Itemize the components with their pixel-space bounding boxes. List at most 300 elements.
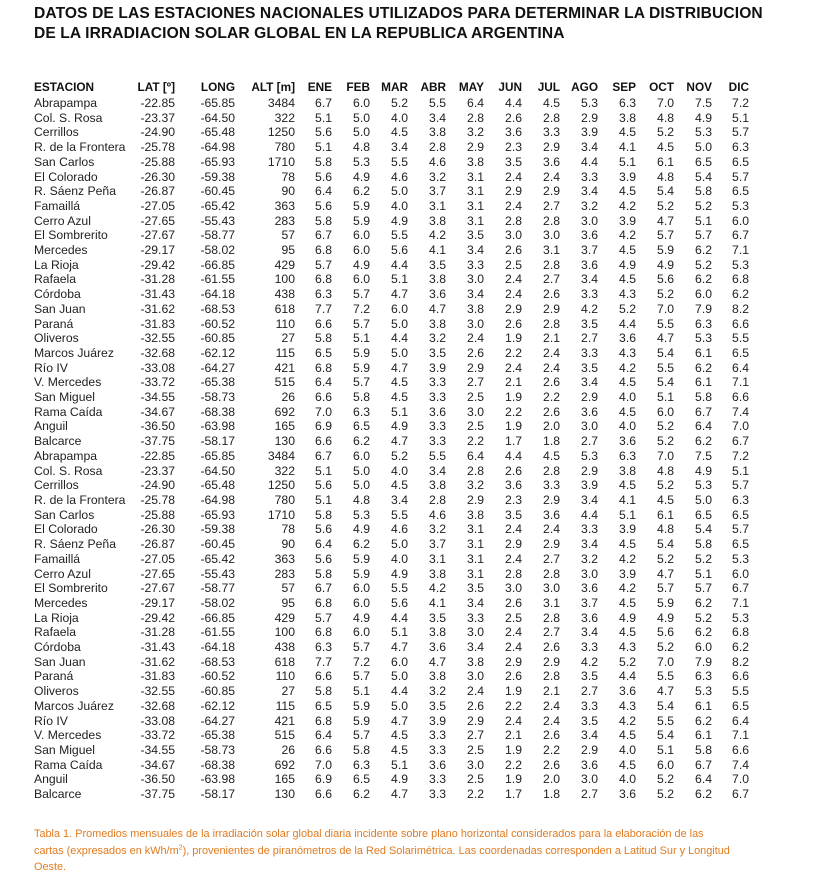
value-cell: 4.4 bbox=[505, 448, 522, 463]
value-cell: 6.4 bbox=[695, 772, 712, 787]
value-cell: 5.1 bbox=[391, 404, 408, 419]
value-cell: 3.3 bbox=[467, 257, 484, 272]
table-row bbox=[31, 537, 749, 552]
station-name-cell: San Carlos bbox=[34, 507, 95, 522]
value-cell: 3.5 bbox=[581, 713, 598, 728]
table-row bbox=[31, 434, 749, 449]
value-cell: 3.6 bbox=[581, 257, 598, 272]
value-cell: 3.4 bbox=[391, 140, 408, 155]
value-cell: 6.4 bbox=[467, 448, 484, 463]
value-cell: 6.8 bbox=[315, 625, 332, 640]
value-cell: -33.08 bbox=[140, 360, 175, 375]
value-cell: 4.2 bbox=[429, 228, 446, 243]
value-cell: 3.0 bbox=[543, 581, 560, 596]
value-cell: 3.0 bbox=[505, 228, 522, 243]
value-cell: -68.38 bbox=[200, 404, 235, 419]
value-cell: 3.2 bbox=[429, 331, 446, 346]
table-row bbox=[31, 508, 749, 523]
value-cell: 3.1 bbox=[467, 213, 484, 228]
value-cell: 5.2 bbox=[695, 551, 712, 566]
value-cell: 618 bbox=[274, 301, 295, 316]
value-cell: 5.9 bbox=[353, 198, 370, 213]
value-cell: 5.2 bbox=[695, 257, 712, 272]
value-cell: 2.9 bbox=[543, 301, 560, 316]
value-cell: 5.7 bbox=[353, 287, 370, 302]
value-cell: -33.72 bbox=[140, 728, 175, 743]
station-name-cell: R. de la Frontera bbox=[34, 140, 126, 155]
value-cell: 7.0 bbox=[315, 404, 332, 419]
value-cell: 3.3 bbox=[543, 478, 560, 493]
value-cell: -25.88 bbox=[140, 507, 175, 522]
value-cell: 7.7 bbox=[315, 654, 332, 669]
value-cell: 3.8 bbox=[467, 154, 484, 169]
value-cell: 5.7 bbox=[732, 522, 749, 537]
value-cell: 2.9 bbox=[467, 492, 484, 507]
value-cell: 5.4 bbox=[657, 184, 674, 199]
table-row bbox=[31, 214, 749, 229]
value-cell: 3.6 bbox=[581, 404, 598, 419]
value-cell: -65.42 bbox=[200, 551, 235, 566]
value-cell: 5.7 bbox=[695, 228, 712, 243]
value-cell: 4.8 bbox=[657, 522, 674, 537]
station-name-cell: V. Mercedes bbox=[34, 375, 102, 390]
value-cell: -60.85 bbox=[200, 684, 235, 699]
table-row bbox=[31, 581, 749, 596]
value-cell: 6.2 bbox=[695, 787, 712, 802]
value-cell: 2.2 bbox=[505, 345, 522, 360]
value-cell: 3.6 bbox=[505, 478, 522, 493]
value-cell: 3.8 bbox=[429, 213, 446, 228]
value-cell: 2.4 bbox=[505, 198, 522, 213]
value-cell: 165 bbox=[274, 419, 295, 434]
value-cell: 4.9 bbox=[657, 257, 674, 272]
value-cell: 4.3 bbox=[619, 640, 636, 655]
value-cell: 3.0 bbox=[467, 404, 484, 419]
value-cell: 618 bbox=[274, 654, 295, 669]
value-cell: 5.2 bbox=[619, 301, 636, 316]
value-cell: -31.28 bbox=[140, 625, 175, 640]
value-cell: 7.9 bbox=[695, 654, 712, 669]
station-name-cell: V. Mercedes bbox=[34, 728, 102, 743]
value-cell: 3.4 bbox=[581, 140, 598, 155]
value-cell: 6.2 bbox=[695, 713, 712, 728]
value-cell: 5.5 bbox=[391, 581, 408, 596]
value-cell: -58.77 bbox=[200, 581, 235, 596]
value-cell: 5.0 bbox=[391, 669, 408, 684]
value-cell: 3.4 bbox=[581, 728, 598, 743]
value-cell: 283 bbox=[274, 213, 295, 228]
value-cell: 5.6 bbox=[315, 551, 332, 566]
value-cell: 3.0 bbox=[467, 316, 484, 331]
value-cell: 4.2 bbox=[429, 581, 446, 596]
value-cell: 4.4 bbox=[505, 96, 522, 110]
value-cell: 6.0 bbox=[353, 625, 370, 640]
value-cell: 3.1 bbox=[543, 595, 560, 610]
value-cell: 5.2 bbox=[619, 654, 636, 669]
table-row bbox=[31, 111, 749, 126]
value-cell: 2.8 bbox=[505, 213, 522, 228]
station-name-cell: Cerro Azul bbox=[34, 566, 91, 581]
value-cell: 2.1 bbox=[543, 331, 560, 346]
value-cell: 8.2 bbox=[732, 301, 749, 316]
value-cell: 4.3 bbox=[619, 698, 636, 713]
table-row bbox=[31, 684, 749, 699]
value-cell: 3.5 bbox=[467, 581, 484, 596]
value-cell: 4.0 bbox=[619, 742, 636, 757]
station-name-cell: R. Sáenz Peña bbox=[34, 537, 116, 552]
value-cell: 90 bbox=[281, 537, 295, 552]
value-cell: 5.7 bbox=[315, 610, 332, 625]
value-cell: 4.7 bbox=[429, 301, 446, 316]
value-cell: 110 bbox=[275, 669, 295, 684]
value-cell: -68.38 bbox=[200, 757, 235, 772]
value-cell: 3.3 bbox=[429, 375, 446, 390]
value-cell: 2.7 bbox=[543, 272, 560, 287]
value-cell: 2.8 bbox=[505, 566, 522, 581]
value-cell: 6.6 bbox=[315, 434, 332, 449]
value-cell: 4.5 bbox=[619, 243, 636, 258]
value-cell: 4.8 bbox=[657, 169, 674, 184]
value-cell: 5.5 bbox=[657, 316, 674, 331]
value-cell: 4.8 bbox=[657, 110, 674, 125]
value-cell: 5.1 bbox=[695, 213, 712, 228]
value-cell: 6.1 bbox=[695, 728, 712, 743]
value-cell: -24.90 bbox=[140, 125, 175, 140]
table-row bbox=[31, 317, 749, 332]
table-row bbox=[31, 522, 749, 537]
value-cell: 4.0 bbox=[391, 463, 408, 478]
table-row bbox=[31, 272, 749, 287]
value-cell: 5.8 bbox=[353, 390, 370, 405]
value-cell: 57 bbox=[281, 581, 295, 596]
value-cell: 3.9 bbox=[619, 169, 636, 184]
value-cell: 5.0 bbox=[353, 110, 370, 125]
value-cell: 4.6 bbox=[429, 507, 446, 522]
value-cell: 1.8 bbox=[543, 434, 560, 449]
value-cell: 5.9 bbox=[353, 698, 370, 713]
value-cell: -64.27 bbox=[200, 360, 235, 375]
station-name-cell: Famaillá bbox=[34, 198, 81, 213]
table-row bbox=[31, 714, 749, 729]
value-cell: 26 bbox=[281, 390, 295, 405]
value-cell: -29.17 bbox=[140, 243, 175, 258]
value-cell: 2.7 bbox=[581, 787, 598, 802]
value-cell: 3.1 bbox=[467, 551, 484, 566]
value-cell: 3.6 bbox=[543, 507, 560, 522]
value-cell: 2.9 bbox=[543, 654, 560, 669]
value-cell: 6.5 bbox=[732, 345, 749, 360]
value-cell: 3.8 bbox=[429, 625, 446, 640]
station-name-cell: Abrapampa bbox=[34, 448, 98, 463]
value-cell: 515 bbox=[274, 728, 295, 743]
value-cell: 110 bbox=[275, 316, 295, 331]
station-name-cell: El Colorado bbox=[34, 522, 98, 537]
value-cell: 3.4 bbox=[467, 287, 484, 302]
value-cell: 6.4 bbox=[315, 537, 332, 552]
value-cell: 7.2 bbox=[353, 654, 370, 669]
value-cell: 3.5 bbox=[467, 228, 484, 243]
value-cell: 5.8 bbox=[315, 154, 332, 169]
station-name-cell: El Colorado bbox=[34, 169, 98, 184]
value-cell: 2.4 bbox=[543, 522, 560, 537]
value-cell: 3.3 bbox=[581, 640, 598, 655]
value-cell: 2.0 bbox=[543, 772, 560, 787]
value-cell: 5.3 bbox=[695, 478, 712, 493]
value-cell: 4.0 bbox=[619, 419, 636, 434]
value-cell: 5.0 bbox=[391, 184, 408, 199]
value-cell: 6.7 bbox=[315, 448, 332, 463]
value-cell: 363 bbox=[274, 551, 295, 566]
value-cell: 4.6 bbox=[429, 154, 446, 169]
station-name-cell: La Rioja bbox=[34, 257, 79, 272]
value-cell: 5.1 bbox=[315, 140, 332, 155]
value-cell: 2.9 bbox=[505, 301, 522, 316]
value-cell: 5.3 bbox=[353, 154, 370, 169]
value-cell: 4.3 bbox=[619, 287, 636, 302]
value-cell: 2.8 bbox=[543, 566, 560, 581]
value-cell: 6.1 bbox=[695, 375, 712, 390]
value-cell: -36.50 bbox=[140, 772, 175, 787]
value-cell: 5.5 bbox=[429, 96, 446, 110]
column-header: NOV bbox=[686, 80, 712, 94]
value-cell: 3.2 bbox=[429, 684, 446, 699]
value-cell: -32.68 bbox=[140, 345, 175, 360]
value-cell: -36.50 bbox=[140, 419, 175, 434]
value-cell: 2.2 bbox=[505, 757, 522, 772]
value-cell: 2.4 bbox=[543, 345, 560, 360]
value-cell: 5.6 bbox=[315, 125, 332, 140]
value-cell: 2.2 bbox=[505, 404, 522, 419]
value-cell: 5.8 bbox=[315, 331, 332, 346]
value-cell: 4.5 bbox=[657, 492, 674, 507]
caption-text: Promedios mensuales de la irradiación solar global diaria incidente sobre plano horizontal considerados para la elaboración de las cartas (expresados en kWh/m bbox=[34, 828, 704, 857]
station-name-cell: Paraná bbox=[34, 669, 74, 684]
value-cell: 2.6 bbox=[505, 595, 522, 610]
value-cell: 4.7 bbox=[657, 566, 674, 581]
value-cell: 2.9 bbox=[543, 492, 560, 507]
value-cell: -64.98 bbox=[200, 140, 235, 155]
value-cell: 2.5 bbox=[505, 257, 522, 272]
table-caption bbox=[34, 826, 734, 876]
value-cell: 5.4 bbox=[695, 522, 712, 537]
value-cell: 2.8 bbox=[467, 110, 484, 125]
value-cell: 5.9 bbox=[353, 360, 370, 375]
value-cell: 100 bbox=[274, 625, 295, 640]
value-cell: 6.2 bbox=[732, 287, 749, 302]
value-cell: 4.9 bbox=[619, 257, 636, 272]
value-cell: 2.8 bbox=[429, 492, 446, 507]
value-cell: 3.2 bbox=[429, 522, 446, 537]
value-cell: -27.05 bbox=[140, 551, 175, 566]
value-cell: 1.9 bbox=[505, 331, 522, 346]
value-cell: 3.1 bbox=[467, 537, 484, 552]
value-cell: 3.6 bbox=[543, 154, 560, 169]
table-row bbox=[31, 699, 749, 714]
value-cell: 5.8 bbox=[315, 213, 332, 228]
value-cell: 6.7 bbox=[695, 757, 712, 772]
value-cell: 4.5 bbox=[619, 125, 636, 140]
value-cell: 3.6 bbox=[581, 757, 598, 772]
value-cell: 5.8 bbox=[315, 684, 332, 699]
value-cell: 6.8 bbox=[315, 360, 332, 375]
value-cell: 6.1 bbox=[695, 698, 712, 713]
table-row bbox=[31, 787, 749, 802]
value-cell: 1.9 bbox=[505, 390, 522, 405]
value-cell: 5.4 bbox=[657, 537, 674, 552]
value-cell: 6.8 bbox=[315, 243, 332, 258]
value-cell: 5.2 bbox=[657, 640, 674, 655]
column-header: ENE bbox=[307, 80, 332, 94]
value-cell: -64.50 bbox=[200, 110, 235, 125]
value-cell: 4.5 bbox=[391, 125, 408, 140]
value-cell: 2.6 bbox=[543, 728, 560, 743]
value-cell: 3.3 bbox=[581, 522, 598, 537]
value-cell: -60.45 bbox=[200, 184, 235, 199]
value-cell: 5.8 bbox=[315, 566, 332, 581]
value-cell: 2.7 bbox=[543, 625, 560, 640]
value-cell: 4.7 bbox=[391, 713, 408, 728]
value-cell: 6.2 bbox=[353, 184, 370, 199]
value-cell: 5.1 bbox=[315, 110, 332, 125]
value-cell: 2.4 bbox=[543, 713, 560, 728]
value-cell: -64.18 bbox=[200, 287, 235, 302]
value-cell: 421 bbox=[274, 713, 295, 728]
value-cell: 429 bbox=[274, 610, 295, 625]
value-cell: 2.1 bbox=[505, 375, 522, 390]
value-cell: 3.6 bbox=[619, 787, 636, 802]
value-cell: 7.0 bbox=[657, 448, 674, 463]
value-cell: 2.8 bbox=[543, 110, 560, 125]
value-cell: 6.4 bbox=[695, 419, 712, 434]
column-header: DIC bbox=[728, 80, 749, 94]
value-cell: -64.18 bbox=[200, 640, 235, 655]
station-name-cell: Río IV bbox=[34, 713, 68, 728]
value-cell: -65.48 bbox=[200, 125, 235, 140]
value-cell: -22.85 bbox=[140, 448, 175, 463]
table-row bbox=[31, 170, 749, 185]
value-cell: 7.7 bbox=[315, 301, 332, 316]
value-cell: 5.5 bbox=[391, 507, 408, 522]
value-cell: 3.6 bbox=[581, 228, 598, 243]
station-name-cell: Córdoba bbox=[34, 287, 81, 302]
value-cell: -22.85 bbox=[140, 96, 175, 110]
value-cell: 5.1 bbox=[315, 492, 332, 507]
value-cell: 3.0 bbox=[581, 419, 598, 434]
value-cell: 5.6 bbox=[391, 595, 408, 610]
value-cell: 2.5 bbox=[467, 772, 484, 787]
table-row bbox=[31, 228, 749, 243]
table-row bbox=[31, 743, 749, 758]
value-cell: 4.9 bbox=[391, 213, 408, 228]
value-cell: 6.7 bbox=[732, 787, 749, 802]
value-cell: 4.9 bbox=[391, 566, 408, 581]
value-cell: 3.9 bbox=[429, 713, 446, 728]
value-cell: 3.0 bbox=[581, 772, 598, 787]
value-cell: 7.5 bbox=[695, 96, 712, 110]
value-cell: -31.43 bbox=[140, 640, 175, 655]
value-cell: 3.2 bbox=[467, 478, 484, 493]
value-cell: 6.9 bbox=[315, 772, 332, 787]
value-cell: 4.0 bbox=[619, 772, 636, 787]
value-cell: 692 bbox=[274, 757, 295, 772]
value-cell: 5.1 bbox=[353, 684, 370, 699]
value-cell: 4.7 bbox=[391, 640, 408, 655]
value-cell: 3.1 bbox=[467, 198, 484, 213]
value-cell: 2.4 bbox=[505, 625, 522, 640]
value-cell: 4.9 bbox=[695, 463, 712, 478]
value-cell: 7.1 bbox=[732, 375, 749, 390]
value-cell: 3.2 bbox=[581, 551, 598, 566]
value-cell: 4.9 bbox=[695, 110, 712, 125]
table-row bbox=[31, 493, 749, 508]
value-cell: 3.4 bbox=[429, 110, 446, 125]
value-cell: 3.0 bbox=[543, 228, 560, 243]
value-cell: 3.9 bbox=[429, 360, 446, 375]
value-cell: 5.1 bbox=[315, 463, 332, 478]
station-name-cell: Balcarce bbox=[34, 434, 82, 449]
value-cell: 5.5 bbox=[732, 684, 749, 699]
value-cell: 3.1 bbox=[467, 566, 484, 581]
caption-superscript: 2 bbox=[178, 843, 183, 851]
table-row bbox=[31, 567, 749, 582]
value-cell: 90 bbox=[281, 184, 295, 199]
value-cell: -58.17 bbox=[200, 434, 235, 449]
column-header: MAY bbox=[458, 80, 484, 94]
value-cell: 7.0 bbox=[657, 654, 674, 669]
value-cell: 6.5 bbox=[315, 698, 332, 713]
value-cell: 3484 bbox=[267, 96, 295, 110]
value-cell: -37.75 bbox=[140, 787, 175, 802]
value-cell: 4.0 bbox=[391, 198, 408, 213]
value-cell: -64.98 bbox=[200, 492, 235, 507]
station-name-cell: Col. S. Rosa bbox=[34, 463, 103, 478]
value-cell: 2.6 bbox=[505, 669, 522, 684]
value-cell: 3.3 bbox=[429, 728, 446, 743]
value-cell: -65.85 bbox=[200, 96, 235, 110]
value-cell: -24.90 bbox=[140, 478, 175, 493]
value-cell: -29.42 bbox=[140, 610, 175, 625]
value-cell: 429 bbox=[274, 257, 295, 272]
value-cell: 5.0 bbox=[391, 537, 408, 552]
station-name-cell: San Carlos bbox=[34, 154, 95, 169]
value-cell: 6.0 bbox=[353, 448, 370, 463]
table-row bbox=[31, 625, 749, 640]
value-cell: 2.9 bbox=[543, 537, 560, 552]
column-header: MAR bbox=[381, 80, 408, 94]
value-cell: 3.3 bbox=[429, 419, 446, 434]
value-cell: 5.5 bbox=[429, 448, 446, 463]
value-cell: 6.2 bbox=[695, 595, 712, 610]
value-cell: -31.62 bbox=[140, 301, 175, 316]
value-cell: 2.8 bbox=[543, 463, 560, 478]
value-cell: 6.3 bbox=[353, 404, 370, 419]
value-cell: 6.3 bbox=[315, 287, 332, 302]
value-cell: 4.5 bbox=[391, 375, 408, 390]
value-cell: 3.5 bbox=[429, 698, 446, 713]
value-cell: -58.77 bbox=[200, 228, 235, 243]
value-cell: 2.4 bbox=[543, 360, 560, 375]
value-cell: 5.9 bbox=[353, 566, 370, 581]
value-cell: 3.5 bbox=[581, 669, 598, 684]
value-cell: 5.2 bbox=[657, 198, 674, 213]
value-cell: 692 bbox=[274, 404, 295, 419]
value-cell: 2.7 bbox=[467, 375, 484, 390]
value-cell: 6.6 bbox=[315, 669, 332, 684]
table-body bbox=[31, 96, 749, 802]
value-cell: 6.0 bbox=[732, 213, 749, 228]
station-name-cell: Balcarce bbox=[34, 787, 82, 802]
value-cell: 5.1 bbox=[391, 625, 408, 640]
